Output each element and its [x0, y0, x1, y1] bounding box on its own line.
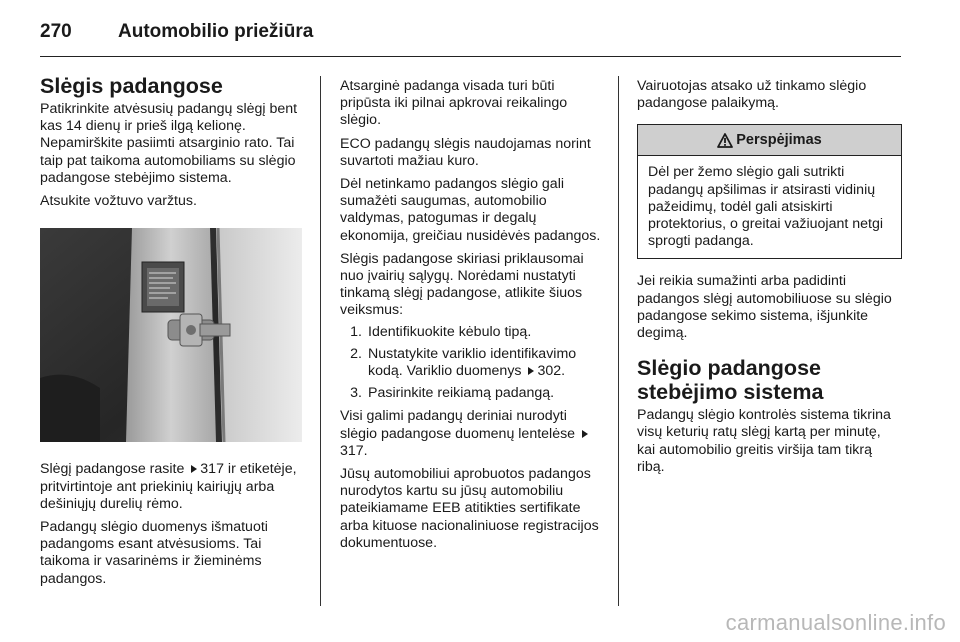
warning-box — [637, 124, 902, 259]
header-divider — [40, 56, 901, 57]
paragraph: Padangų slėgio duomenys išmatuoti padangoms esant atvėsusioms. Tai taikoma ir vasarinėms ir žieminėms padangos. — [40, 519, 268, 587]
warning-text: Dėl per žemo slėgio gali sutrikti padangų apšilimas ir atsirasti vidinių pažeidimų, todėl gali atsiskirti protektorius, o greitai važiuojant netgi sprogti padanga. — [648, 164, 884, 250]
warning-header — [638, 125, 901, 156]
paragraph: ECO padangų slėgis naudojamas norint suvartoti mažiau kuro. — [340, 135, 591, 169]
page-reference-icon — [528, 367, 534, 375]
paragraph: Atsarginė padanga visada turi būti pripūsta iki pilnai apkrovai reikalingo slėgio. — [340, 78, 568, 129]
paragraph: Dėl netinkamo padangos slėgio gali sumažėti saugumas, automobilio valdymas, patogumas ir degalų ekonomija, greičiau nusidėvės padangos. — [340, 176, 601, 244]
paragraph: Slėgį padangose rasite 317 ir etiketėje, pritvirtintoje ant priekinių kairiųjų arba dešiniųjų durelių rėmo. — [40, 461, 297, 512]
list-item: 2. Nustatykite variklio identifikavimo kodą. Variklio duomenys 302. — [350, 345, 577, 380]
column-middle — [340, 78, 605, 558]
paragraph: Slėgis padangose skiriasi priklausomai nuo įvairių sąlygų. Norėdami nustatyti tinkamą slėgį padangose, atlikite šiuos veiksmus: — [340, 250, 584, 319]
list-item: 3. Pasirinkite reikiamą padangą. — [350, 385, 555, 402]
steps-list — [340, 324, 605, 403]
column-divider — [618, 76, 619, 606]
door-pillar-tire-label-photo — [40, 228, 302, 442]
column-divider — [320, 76, 321, 606]
watermark: carmanualsonline.info — [725, 610, 946, 635]
paragraph: Padangų slėgio kontrolės sistema tikrina visų keturių ratų slėgį kartą per minutę, kai automobilio greitis viršija tam tikrą ribą. — [637, 407, 891, 475]
column-left — [40, 74, 305, 594]
warning-triangle-icon — [717, 133, 733, 148]
paragraph: Jei reikia sumažinti arba padidinti padangos slėgį automobiliuose su slėgio padangose sekimo sistema, išjunkite degimą. — [637, 273, 892, 342]
paragraph: Patikrinkite atvėsusių padangų slėgį bent kas 14 dienų ir prieš ilgą kelionę. Nepamirškite pasiimti atsarginio rato. Tai taip pat taikoma automobiliams su slėgio padangose stebėjimo sistema. — [40, 101, 298, 186]
page-header — [40, 14, 313, 50]
paragraph: Visi galimi padangų deriniai nurodyti slėgio padangose duomenų lentelėse 317. — [340, 408, 605, 460]
list-item: 1. Identifikuokite kėbulo tipą. — [350, 323, 532, 340]
column-right — [637, 78, 902, 482]
section-heading: Slėgis padangose — [40, 74, 223, 98]
chapter-title: Automobilio priežiūra — [118, 21, 314, 42]
paragraph: Atsukite vožtuvo varžtus. — [40, 193, 197, 210]
section-heading: Slėgio padangose stebėjimo sistema — [637, 356, 824, 405]
page-number: 270 — [40, 21, 72, 42]
warning-title: Perspėjimas — [736, 131, 822, 148]
paragraph: Vairuotojas atsako už tinkamo slėgio padangose palaikymą. — [637, 78, 867, 112]
page-reference-icon — [582, 430, 588, 438]
page-reference-icon — [191, 465, 197, 473]
paragraph: Jūsų automobiliui aprobuotos padangos nurodytos kartu su jūsų automobiliu pateikiamame EEB atitikties sertifikate arba kituose nacionaliniuose registracijos dokumentuose. — [340, 466, 599, 551]
